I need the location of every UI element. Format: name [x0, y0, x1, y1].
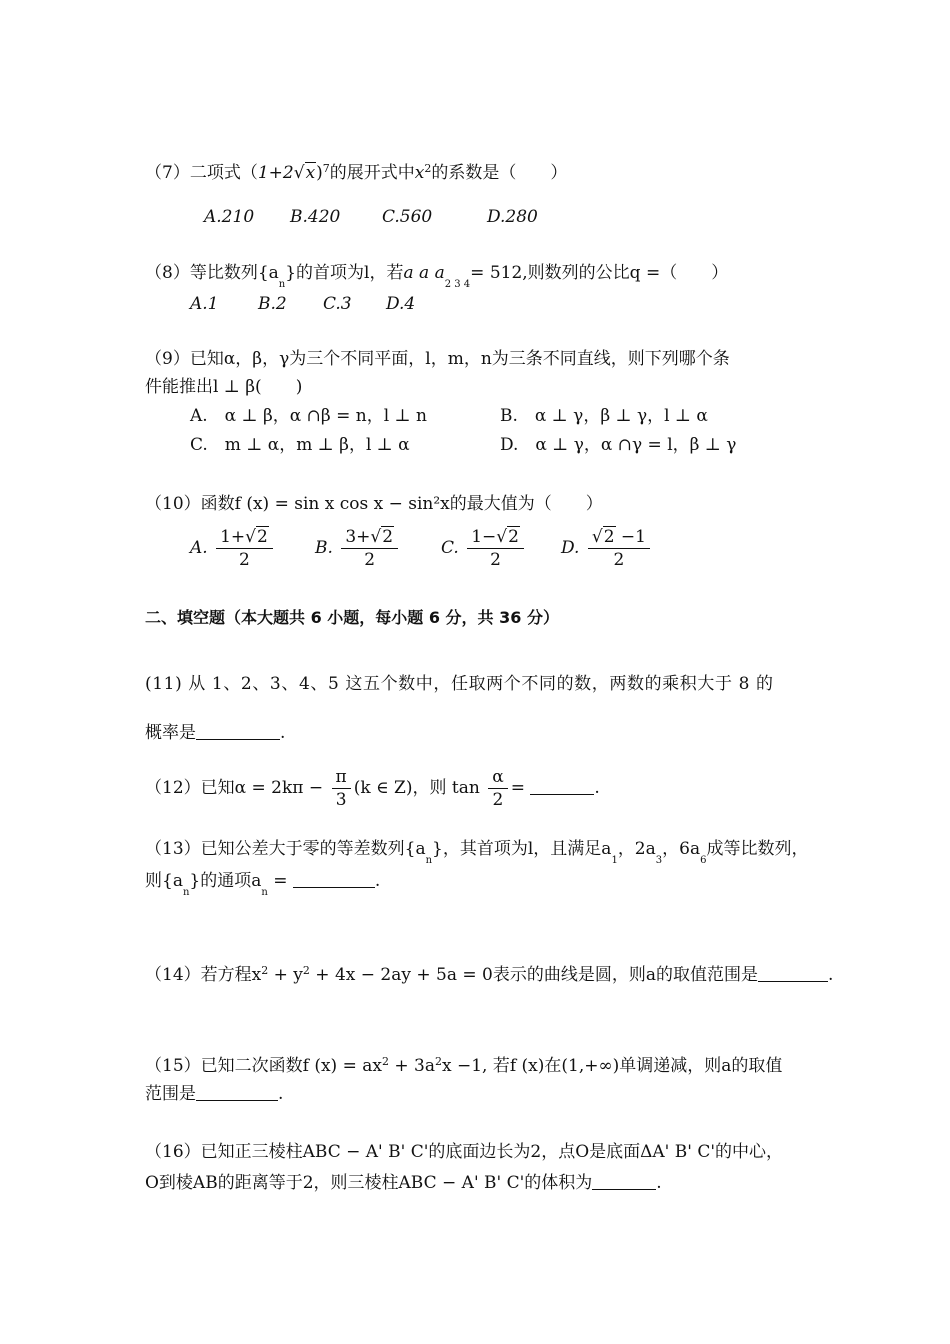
q15-line1: （15）已知二次函数f $(x) = ax^2 + 3a^2x -1$, 若f (x)在(1,+∞)单调递减，则a的取值: [145, 1055, 783, 1076]
fraction: $\frac{3+√2}{2}$: [341, 526, 398, 571]
q10-stem: （10）函数f (x) = sin x cos x − sin²x的最大值为（ ）: [145, 494, 603, 514]
q10-option-a: A. $\frac{1+√2}{2}$: [190, 524, 276, 572]
answer-blank[interactable]: [530, 778, 594, 795]
q15-line2: 范围是 .: [145, 1084, 284, 1104]
answer-blank[interactable]: [293, 871, 375, 888]
q16-line2: O到棱AB的距离等于2，则三棱柱ABC − A' B' C'的体积为 .: [145, 1173, 662, 1193]
fraction: $\frac{\pi}{3}$: [332, 766, 351, 811]
q9-option-b: B. α ⊥ γ，β ⊥ γ，l ⊥ α: [500, 406, 708, 426]
q16-line1: （16）已知正三棱柱ABC − A' B' C'的底面边长为2，点O是底面ΔA' B' C'的中心，: [145, 1142, 784, 1162]
q8-stem: （8）等比数列$\{a_n\}$的首项为l，若a a $a_{2 3 4}= 512$,则数列的公比q =（ ）: [145, 263, 729, 290]
q10-option-d: D. $\frac{√2 -1}{2}$: [561, 524, 653, 572]
answer-blank[interactable]: [196, 1084, 278, 1101]
q7-option-a: A.210: [204, 207, 255, 227]
section-heading: 二、填空题（本大题共 6 小题，每小题 6 分，共 36 分）: [145, 608, 559, 627]
answer-blank[interactable]: [758, 965, 828, 982]
q9-option-a: A. α ⊥ β，α ∩β = n，l ⊥ n: [190, 406, 427, 426]
q10-option-b: B. $\frac{3+√2}{2}$: [315, 524, 401, 572]
q8-option-d: D.4: [386, 294, 416, 314]
fraction: $\frac{1+√2}{2}$: [216, 526, 273, 571]
q9-option-c: C. m ⊥ α，m ⊥ β，l ⊥ α: [190, 435, 410, 455]
q9-line1: （9）已知α，β，γ为三个不同平面，l，m，n为三条不同直线，则下列哪个条: [145, 349, 730, 369]
q10-option-c: C. $\frac{1-√2}{2}$: [441, 524, 527, 572]
q9-option-d: D. α ⊥ γ，α ∩γ = l，β ⊥ γ: [500, 435, 737, 455]
answer-blank[interactable]: [592, 1173, 656, 1190]
q11-line1: (11) 从 1、2、3、4、5 这五个数中，任取两个不同的数，两数的乘积大于 8 的: [145, 674, 774, 694]
q11-line2: 概率是 .: [145, 723, 286, 743]
answer-blank[interactable]: [196, 723, 280, 740]
q8-option-b: B.2: [258, 294, 287, 314]
q7-stem: （7）二项式（1+2√x)$^7$的展开式中$x^2$的系数是（ ）: [145, 162, 568, 183]
q7-option-b: B.420: [290, 207, 341, 227]
q9-line2: 件能推出l ⊥ β( ): [145, 377, 303, 397]
sqrt-symbol: √: [293, 163, 305, 183]
fraction: $\frac{1-√2}{2}$: [467, 526, 524, 571]
q13-line1: （13）已知公差大于零的等差数列$\{a_n\}$，其首项为l，且满足$a_1$，$2a_3$，$6a_6$成等比数列，: [145, 839, 809, 866]
q8-option-a: A.1: [190, 294, 219, 314]
q14-stem: （14）若方程$x^2 + y^2 + 4x - 2ay + 5a = 0$表示的曲线是圆，则a的取值范围是 .: [145, 964, 834, 985]
q12-stem: （12）已知α = 2kπ − $\frac{\pi}{3}$ (k ∈ Z)，则 tan $\frac{\alpha}{2}$ = .: [145, 767, 600, 810]
q8-option-c: C.3: [323, 294, 352, 314]
q7-option-c: C.560: [382, 207, 433, 227]
q13-line2: 则$\{a_n\}$的通项$a_n$ = .: [145, 871, 381, 898]
q7-option-d: D.280: [487, 207, 538, 227]
fraction: $\frac{\alpha}{2}$: [488, 766, 507, 811]
fraction: $\frac{√2 -1}{2}$: [588, 526, 650, 571]
